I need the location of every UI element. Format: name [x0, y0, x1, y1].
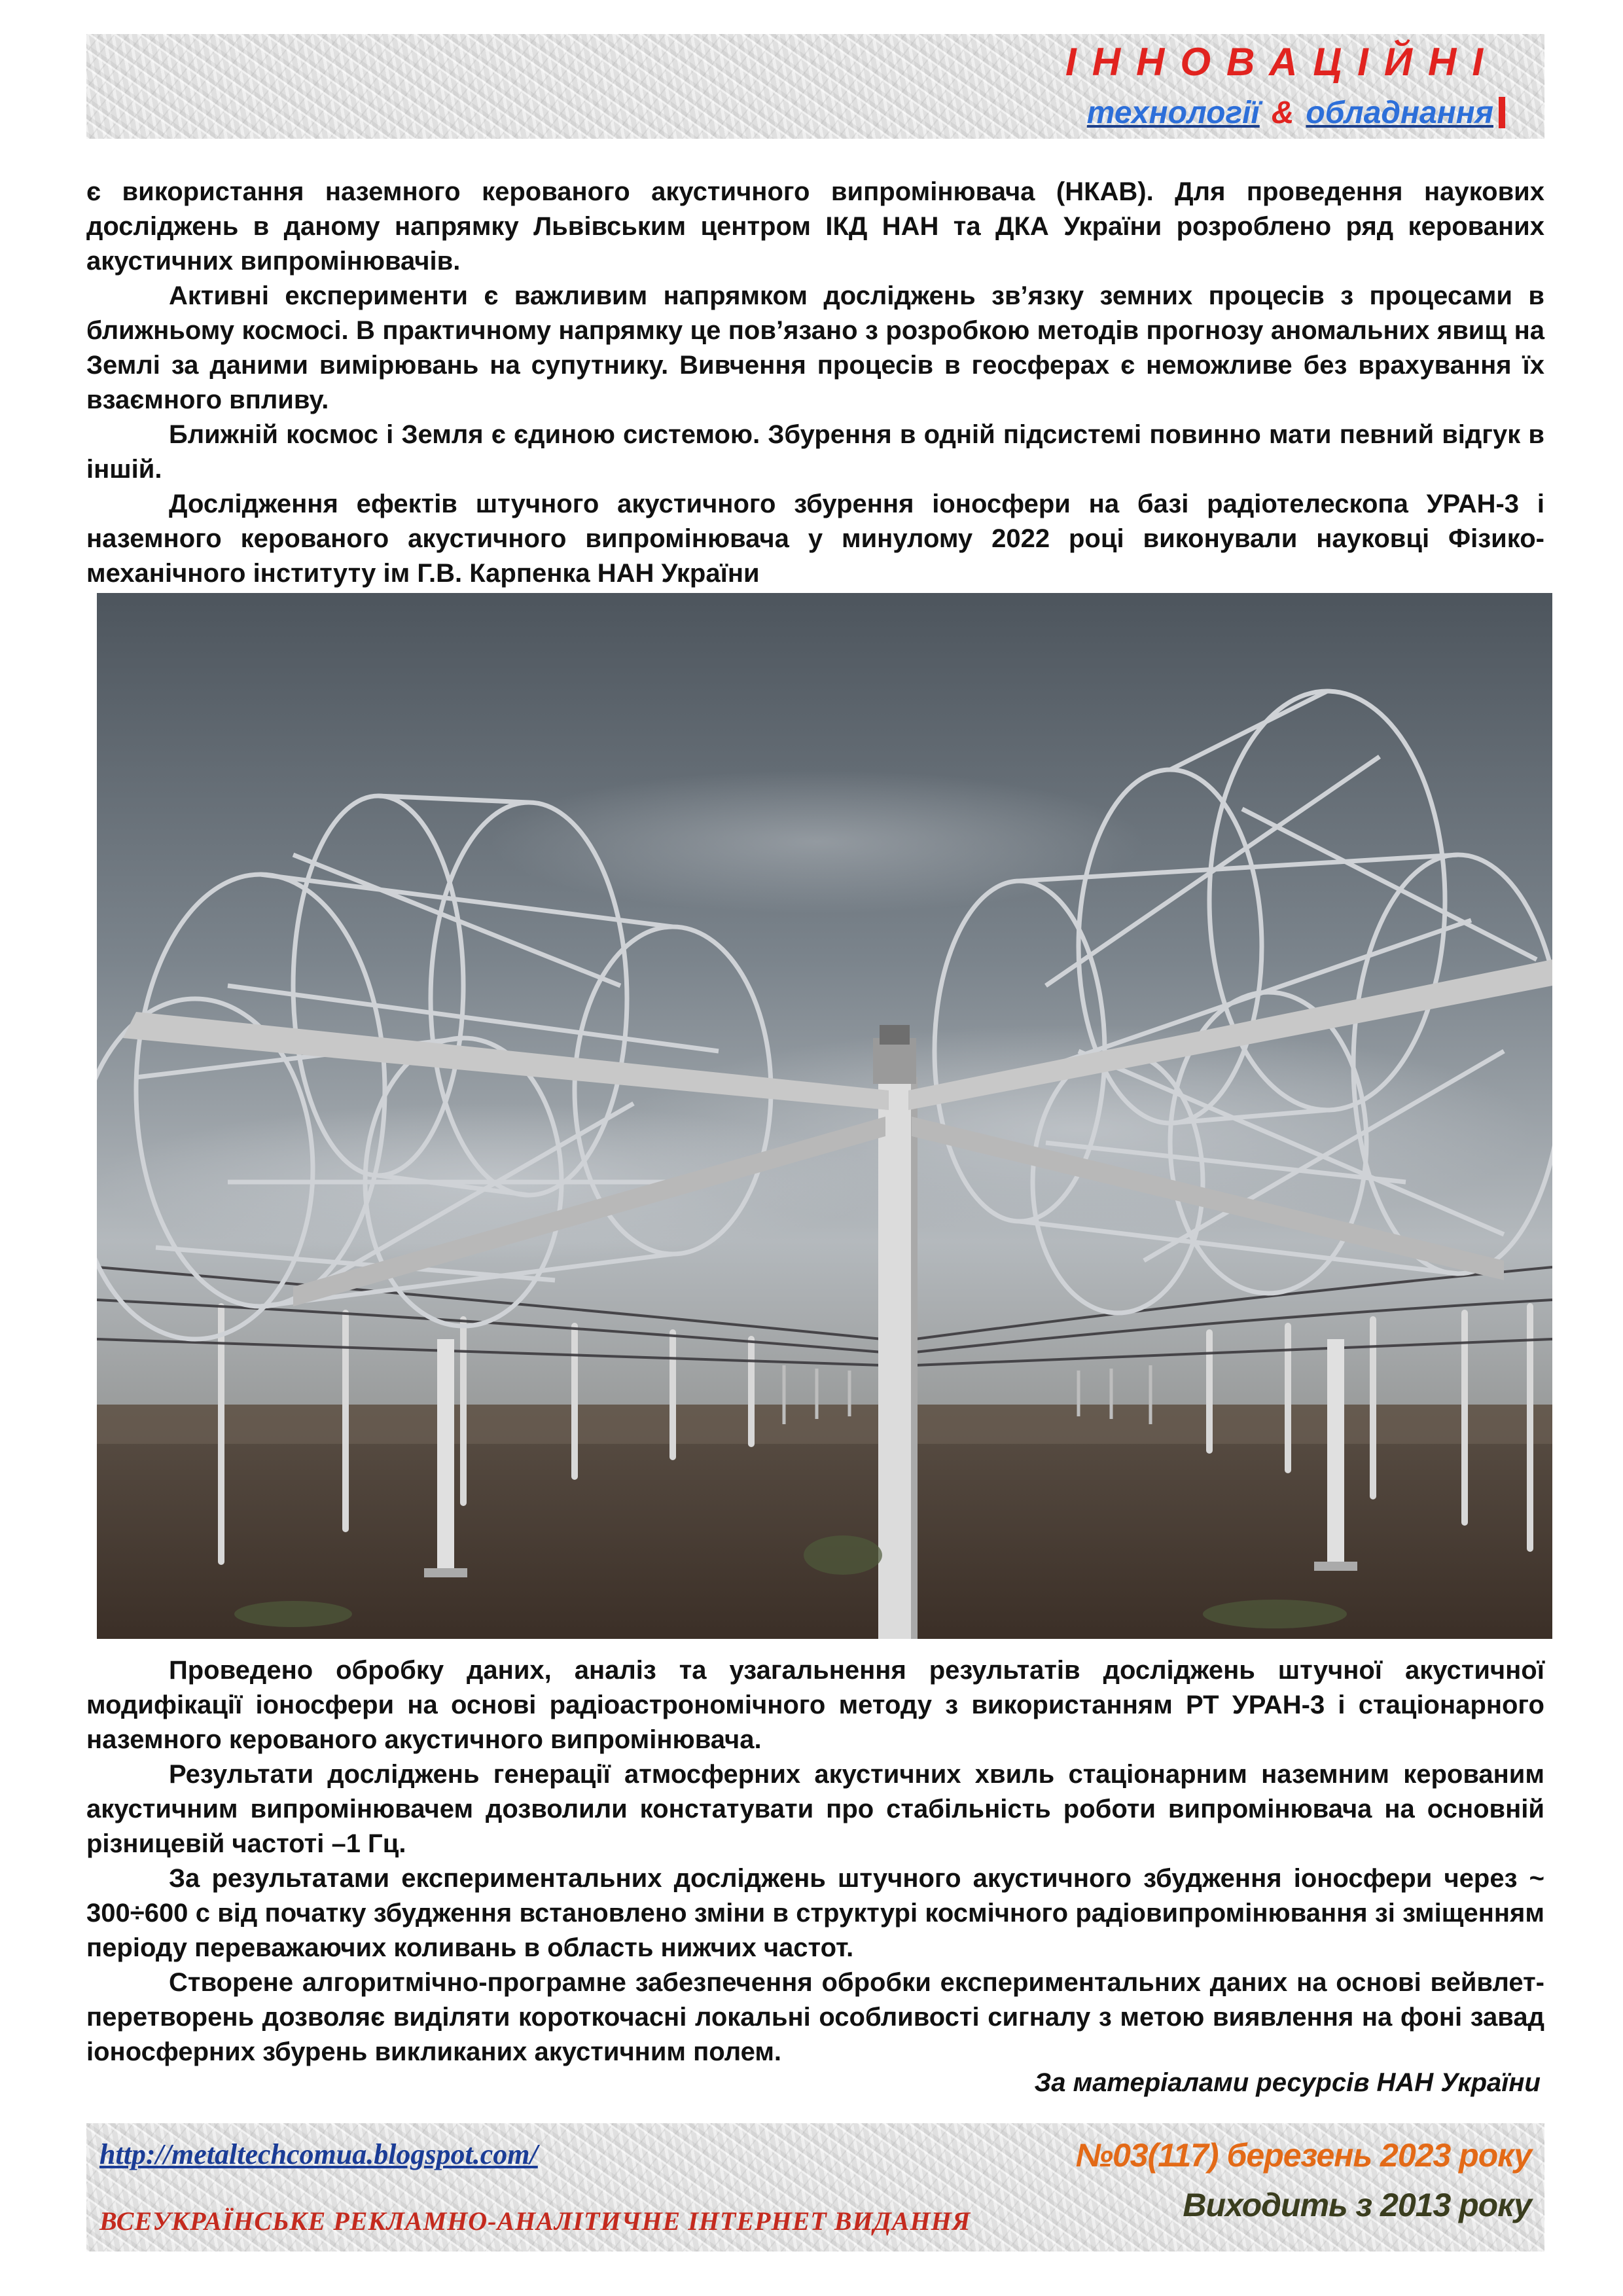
subtitle-end-bar — [1499, 97, 1505, 128]
paragraph-1: є використання наземного керованого акустичного випромінювача (НКАВ). Для проведення наукових досліджень в даному напрямку Львівським центром ІКД НАН та ДКА України розроблено ряд керованих акустичних випромінювачів. — [86, 177, 1544, 276]
magazine-subtitle — [1008, 89, 1505, 136]
paragraph-6: Результати досліджень генерації атмосферних акустичних хвиль стаціонарним наземним керованим акустичним випромінювачем дозволили констатувати про стабільність роботи випромінювача на основній різницевій частоті –1 Гц. — [86, 1760, 1544, 1858]
published-since: Виходить з 2013 року — [1183, 2187, 1531, 2223]
paragraph-2: Активні експерименти є важливим напрямком досліджень зв’язку земних процесів з процесами в ближньому космосі. В практичному напрямку це пов’язано з розробкою методів прогнозу аномальних явищ на Землі за даними вимірювань на супутнику. Вивчення процесів в геосферах є неможливе без врахування їх взаємного впливу. — [86, 281, 1544, 414]
paragraph-7: За результатами експериментальних досліджень штучного акустичного збудження іоносфери через ~ 300÷600 с від початку збудження встановлено зміни в структурі космічного радіовипромінювання зі зміщенням періоду переважаючих коливань в область нижчих частот. — [86, 1864, 1544, 1962]
radio-telescope-photo — [97, 593, 1552, 1639]
publication-type: ВСЕУКРАЇНСЬКЕ РЕКЛАМНО-АНАЛІТИЧНЕ ІНТЕРНЕТ ВИДАННЯ — [99, 2206, 971, 2236]
issue-number: №03(117) березень 2023 року — [1075, 2137, 1531, 2174]
subtitle-technologies: технології — [1086, 95, 1260, 130]
header-banner — [86, 34, 1544, 139]
subtitle-ampersand: & — [1271, 95, 1294, 130]
footer-banner — [86, 2123, 1544, 2251]
paragraph-4: Дослідження ефектів штучного акустичного збурення іоносфери на базі радіотелескопа УРАН-3 і наземного керованого акустичного випромінювача у минулому 2022 році виконували науковці Фізико-механічного інституту ім Г.В. Карпенка НАН України — [86, 490, 1544, 588]
paragraph-8: Створене алгоритмічно-програмне забезпечення обробки експериментальних даних на основі вейвлет-перетворень дозволяє виділяти короткочасні локальні особливості сигналу з метою виявлення на фоні завад іоносферних збурень викликаних акустичним полем. — [86, 1968, 1544, 2066]
paragraph-3: Ближній космос і Земля є єдиною системою. Збурення в одній підсистемі повинно мати певний відгук в іншій. — [86, 420, 1544, 484]
magazine-title: ІННОВАЦІЙНІ — [1065, 40, 1499, 84]
blog-link[interactable]: http://metaltechcomua.blogspot.com/ — [99, 2138, 538, 2170]
paragraph-5: Проведено обробку даних, аналіз та узагальнення результатів досліджень штучної акустичної модифікації іоносфери на основі радіоастрономічного методу з використанням РТ УРАН-3 і стаціонарного наземного керованого акустичного випромінювача. — [86, 1656, 1544, 1754]
source-credit: За матеріалами ресурсів НАН України — [1034, 2068, 1541, 2097]
subtitle-equipment: обладнання — [1306, 95, 1493, 130]
